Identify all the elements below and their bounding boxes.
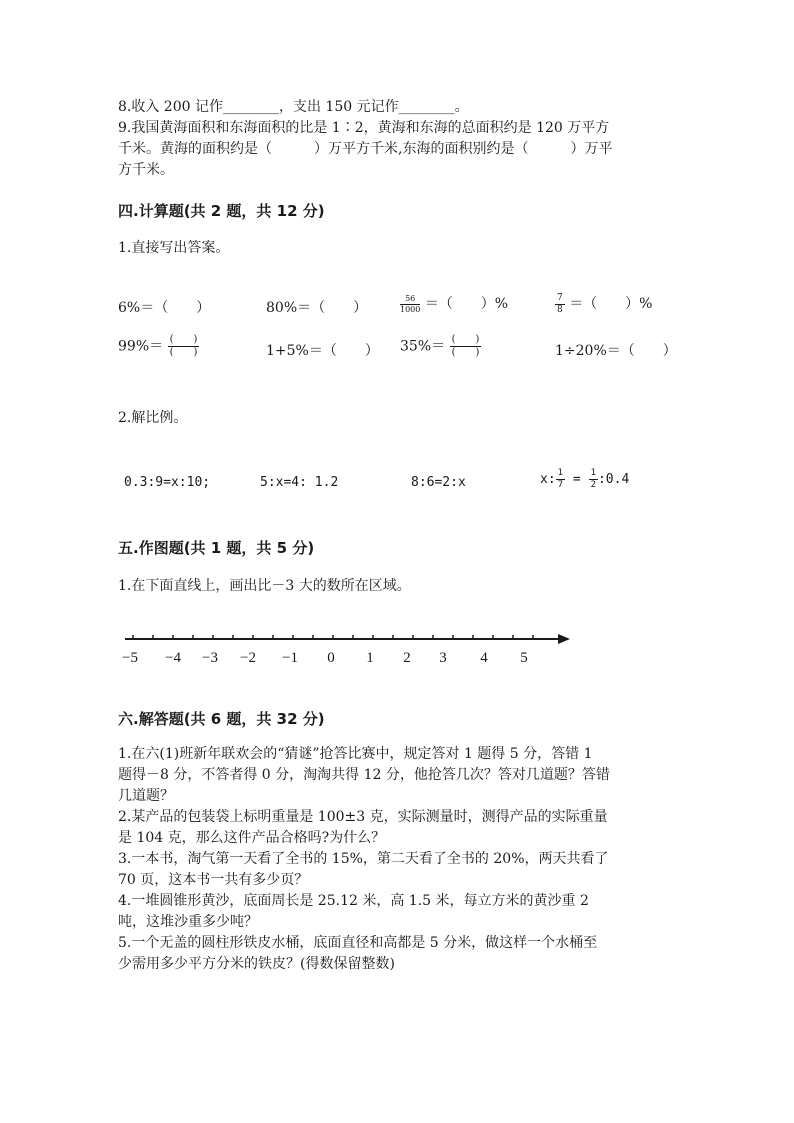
section-4-q1-title: 1.直接写出答案。 [118, 240, 230, 256]
question-line: 5.一个无盖的圆柱形铁皮水桶，底面直径和高都是 5 分米，做这样一个水桶至 [118, 935, 598, 951]
question-line: 吨，这堆沙重多少吨？ [118, 914, 258, 930]
calc-2-c: 35%＝ $\frac{( )}{( )}$ [400, 334, 480, 358]
number-line-label: −2 [240, 650, 256, 666]
calc-1-b: 80%＝（ ） [266, 300, 368, 316]
fraction-blank: $\frac{( )}{( )}$ [169, 334, 198, 358]
number-line [118, 625, 578, 675]
section-6-title: 六.解答题(共 6 题，共 32 分) [118, 710, 325, 728]
section-5-q1: 1.在下面直线上，画出比－3 大的数所在区域。 [118, 578, 411, 594]
number-line-label: 1 [366, 650, 374, 666]
question-line: 题得－8 分，不答者得 0 分，淘淘共得 12 分，他抢答几次？答对几道题？答错 [118, 767, 610, 783]
question-9-line-2: 千米。黄海的面积约是（ ）万平方千米,东海的面积别约是（ ）万平 [118, 141, 613, 157]
question-line: 是 104 克，那么这件产品合格吗?为什么？ [118, 830, 386, 846]
ratio-d: x: $\frac{1}{7}$ = $\frac{1}{2}$ :0.4 [540, 468, 630, 490]
calc-1-c: $\frac{56}{1000}$ ＝（ ）% [400, 293, 509, 314]
number-line-label: 3 [439, 650, 447, 666]
ratio-c: 8:6=2:x [411, 475, 466, 490]
question-8: 8.收入 200 记作________，支出 150 元记作________。 [118, 99, 469, 115]
number-line-label: 0 [327, 650, 335, 666]
fraction-1-2: $\frac{1}{2}$ [590, 468, 596, 490]
fraction-1-7: $\frac{1}{7}$ [557, 468, 564, 490]
calc-1-a: 6%＝（ ） [118, 300, 211, 316]
question-line: 3.一本书，淘气第一天看了全书的 15%，第二天看了全书的 20%，两天共看了 [118, 851, 609, 867]
number-line-label: −5 [122, 650, 138, 666]
number-line-arrow [558, 634, 570, 644]
ratio-a: 0.3:9=x:10; [124, 475, 211, 490]
fraction-blank: $\frac{( )}{( )}$ [451, 334, 480, 358]
number-line-label: 2 [403, 650, 411, 666]
question-9-line-3: 方千米。 [118, 162, 174, 178]
question-line: 2.某产品的包装袋上标明重量是 100±3 克，实际测量时，测得产品的实际重量 [118, 809, 608, 825]
ratio-b: 5:x=4: 1.2 [260, 475, 339, 490]
number-line-label: −3 [202, 650, 218, 666]
calc-2-d: 1÷20%＝（ ） [555, 343, 677, 359]
question-line: 70 页，这本书一共有多少页？ [118, 872, 309, 888]
question-9-line-1: 9.我国黄海面积和东海面积的比是 1∶2，黄海和东海的总面积约是 120 万平方 [118, 120, 610, 136]
fraction-7-8: $\frac{7}{8}$ [557, 292, 563, 315]
calc-2-a: 99%＝ $\frac{( )}{( )}$ [118, 334, 198, 358]
fraction-56-1000: $\frac{56}{1000}$ [400, 293, 421, 314]
section-6-questions [118, 744, 610, 975]
calc-2-b: 1+5%＝（ ） [266, 343, 379, 359]
question-line: 1.在六(1)班新年联欢会的“猜谜”抢答比赛中，规定答对 1 题得 5 分，答错 1 [118, 746, 593, 762]
number-line-label: 4 [480, 650, 488, 666]
question-line: 4.一堆圆锥形黄沙，底面周长是 25.12 米，高 1.5 米，每立方米的黄沙重 2 [118, 893, 589, 909]
number-line-label: −4 [165, 650, 181, 666]
calc-1-d: $\frac{7}{8}$ ＝（ ）% [557, 292, 653, 315]
number-line-label: −1 [282, 650, 298, 666]
section-4-title: 四.计算题(共 2 题，共 12 分) [118, 202, 325, 220]
number-line-label: 5 [520, 650, 528, 666]
question-line: 几道题？ [118, 788, 174, 804]
question-line: 少需用多少平方分米的铁皮？(得数保留整数) [118, 956, 395, 972]
section-5-title: 五.作图题(共 1 题，共 5 分) [118, 539, 315, 557]
section-4-q2-title: 2.解比例。 [118, 410, 188, 426]
